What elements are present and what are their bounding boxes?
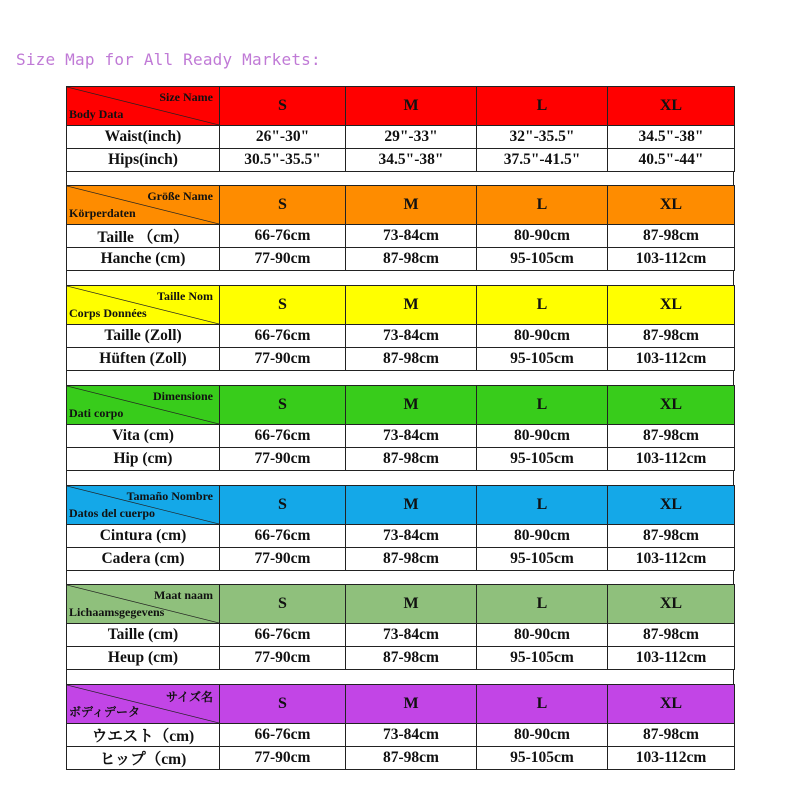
measurement-value: 66-76cm <box>220 525 346 548</box>
measurement-value: 95-105cm <box>477 647 608 670</box>
measurement-label: Hips(inch) <box>67 149 220 172</box>
block-separator <box>66 172 734 185</box>
measurement-value: 87-98cm <box>608 225 735 248</box>
measurement-value: 77-90cm <box>220 448 346 471</box>
corner-header-cell <box>67 286 220 325</box>
body-data-label: Datos del cuerpo <box>69 506 155 520</box>
block-separator <box>66 471 734 485</box>
measurement-value: 32"-35.5" <box>477 126 608 149</box>
table-row <box>67 425 735 448</box>
size-header-xl: XL <box>608 386 735 425</box>
corner-header-cell <box>67 585 220 624</box>
corner-header-cell <box>67 685 220 724</box>
measurement-label: ウエスト（cm) <box>67 724 220 747</box>
measurement-value: 30.5"-35.5" <box>220 149 346 172</box>
header-row <box>67 87 735 126</box>
measurement-value: 80-90cm <box>477 425 608 448</box>
body-data-label: Corps Données <box>69 306 147 320</box>
table-row <box>67 548 735 571</box>
table-row <box>67 225 735 248</box>
table-row <box>67 448 735 471</box>
table-row <box>67 126 735 149</box>
measurement-value: 66-76cm <box>220 624 346 647</box>
header-row <box>67 186 735 225</box>
body-data-label: ボディデータ <box>69 705 141 719</box>
corner-header-cell <box>67 87 220 126</box>
size-table-block <box>66 86 735 172</box>
size-header-m: M <box>346 386 477 425</box>
size-table-block <box>66 385 735 471</box>
block-separator <box>66 670 734 684</box>
measurement-value: 103-112cm <box>608 747 735 770</box>
measurement-value: 87-98cm <box>346 747 477 770</box>
measurement-value: 95-105cm <box>477 747 608 770</box>
size-header-s: S <box>220 87 346 126</box>
measurement-value: 87-98cm <box>346 647 477 670</box>
table-row <box>67 747 735 770</box>
size-header-m: M <box>346 186 477 225</box>
measurement-value: 73-84cm <box>346 724 477 747</box>
size-header-l: L <box>477 685 608 724</box>
measurement-value: 40.5"-44" <box>608 149 735 172</box>
table-row <box>67 325 735 348</box>
measurement-label: Cintura (cm) <box>67 525 220 548</box>
measurement-value: 95-105cm <box>477 448 608 471</box>
size-name-label: Size Name <box>159 90 213 104</box>
measurement-value: 80-90cm <box>477 525 608 548</box>
header-row <box>67 386 735 425</box>
size-header-l: L <box>477 486 608 525</box>
size-header-s: S <box>220 486 346 525</box>
header-row <box>67 486 735 525</box>
measurement-value: 77-90cm <box>220 747 346 770</box>
size-header-s: S <box>220 286 346 325</box>
size-header-l: L <box>477 186 608 225</box>
table-row <box>67 348 735 371</box>
size-header-m: M <box>346 585 477 624</box>
size-header-s: S <box>220 186 346 225</box>
header-row <box>67 585 735 624</box>
block-separator <box>66 371 734 385</box>
measurement-value: 77-90cm <box>220 348 346 371</box>
page-title: Size Map for All Ready Markets: <box>16 50 321 69</box>
size-header-l: L <box>477 87 608 126</box>
size-header-xl: XL <box>608 186 735 225</box>
size-table-block <box>66 584 735 670</box>
measurement-value: 34.5"-38" <box>346 149 477 172</box>
measurement-value: 37.5"-41.5" <box>477 149 608 172</box>
size-name-label: Maat naam <box>154 588 213 602</box>
table-row <box>67 248 735 271</box>
measurement-value: 87-98cm <box>346 548 477 571</box>
size-header-xl: XL <box>608 685 735 724</box>
corner-header-cell <box>67 186 220 225</box>
measurement-value: 95-105cm <box>477 548 608 571</box>
measurement-value: 77-90cm <box>220 647 346 670</box>
measurement-value: 103-112cm <box>608 647 735 670</box>
measurement-value: 87-98cm <box>608 425 735 448</box>
table-row <box>67 149 735 172</box>
measurement-value: 73-84cm <box>346 225 477 248</box>
measurement-label: Waist(inch) <box>67 126 220 149</box>
table-row <box>67 624 735 647</box>
measurement-value: 87-98cm <box>608 325 735 348</box>
block-separator <box>66 271 734 285</box>
size-header-s: S <box>220 386 346 425</box>
measurement-value: 95-105cm <box>477 248 608 271</box>
measurement-value: 87-98cm <box>608 624 735 647</box>
measurement-value: 66-76cm <box>220 325 346 348</box>
measurement-label: Taille (cm) <box>67 624 220 647</box>
size-name-label: Dimensione <box>153 389 213 403</box>
size-header-xl: XL <box>608 87 735 126</box>
size-header-xl: XL <box>608 486 735 525</box>
measurement-value: 103-112cm <box>608 348 735 371</box>
measurement-value: 87-98cm <box>346 248 477 271</box>
corner-header-cell <box>67 486 220 525</box>
measurement-value: 103-112cm <box>608 548 735 571</box>
measurement-value: 66-76cm <box>220 225 346 248</box>
measurement-value: 26"-30" <box>220 126 346 149</box>
size-header-s: S <box>220 585 346 624</box>
measurement-label: Hanche (cm) <box>67 248 220 271</box>
block-separator <box>66 571 734 584</box>
body-data-label: Lichaamsgegevens <box>69 605 165 619</box>
measurement-value: 87-98cm <box>346 348 477 371</box>
table-row <box>67 724 735 747</box>
measurement-label: Cadera (cm) <box>67 548 220 571</box>
measurement-value: 80-90cm <box>477 225 608 248</box>
corner-header-cell <box>67 386 220 425</box>
measurement-label: Taille (Zoll) <box>67 325 220 348</box>
measurement-value: 77-90cm <box>220 248 346 271</box>
measurement-value: 34.5"-38" <box>608 126 735 149</box>
body-data-label: Körperdaten <box>69 206 136 220</box>
size-header-xl: XL <box>608 286 735 325</box>
table-row <box>67 525 735 548</box>
size-header-m: M <box>346 286 477 325</box>
measurement-value: 73-84cm <box>346 525 477 548</box>
measurement-label: Taille （cm） <box>67 225 220 248</box>
size-header-s: S <box>220 685 346 724</box>
size-header-m: M <box>346 87 477 126</box>
measurement-label: Heup (cm) <box>67 647 220 670</box>
measurement-value: 29"-33" <box>346 126 477 149</box>
size-name-label: Tamaño Nombre <box>126 489 213 503</box>
measurement-value: 73-84cm <box>346 425 477 448</box>
size-table-block <box>66 485 735 571</box>
measurement-value: 80-90cm <box>477 724 608 747</box>
measurement-label: Vita (cm) <box>67 425 220 448</box>
measurement-label: ヒップ（cm) <box>67 747 220 770</box>
size-header-xl: XL <box>608 585 735 624</box>
measurement-value: 73-84cm <box>346 624 477 647</box>
table-row <box>67 647 735 670</box>
size-name-label: Taille Nom <box>157 289 213 303</box>
size-header-l: L <box>477 386 608 425</box>
measurement-label: Hip (cm) <box>67 448 220 471</box>
measurement-value: 103-112cm <box>608 248 735 271</box>
size-table-block <box>66 285 735 371</box>
measurement-value: 103-112cm <box>608 448 735 471</box>
measurement-value: 66-76cm <box>220 724 346 747</box>
size-name-label: Größe Name <box>147 189 213 203</box>
measurement-value: 73-84cm <box>346 325 477 348</box>
size-header-m: M <box>346 685 477 724</box>
measurement-value: 87-98cm <box>608 525 735 548</box>
measurement-value: 80-90cm <box>477 325 608 348</box>
measurement-value: 87-98cm <box>608 724 735 747</box>
measurement-value: 80-90cm <box>477 624 608 647</box>
measurement-value: 87-98cm <box>346 448 477 471</box>
measurement-value: 77-90cm <box>220 548 346 571</box>
body-data-label: Dati corpo <box>69 406 124 420</box>
header-row <box>67 685 735 724</box>
header-row <box>67 286 735 325</box>
body-data-label: Body Data <box>69 107 124 121</box>
size-header-l: L <box>477 286 608 325</box>
size-header-l: L <box>477 585 608 624</box>
size-header-m: M <box>346 486 477 525</box>
measurement-value: 66-76cm <box>220 425 346 448</box>
measurement-label: Hüften (Zoll) <box>67 348 220 371</box>
measurement-value: 95-105cm <box>477 348 608 371</box>
size-name-label: サイズ名 <box>165 690 213 704</box>
size-table-block <box>66 185 735 271</box>
size-table-block <box>66 684 735 770</box>
